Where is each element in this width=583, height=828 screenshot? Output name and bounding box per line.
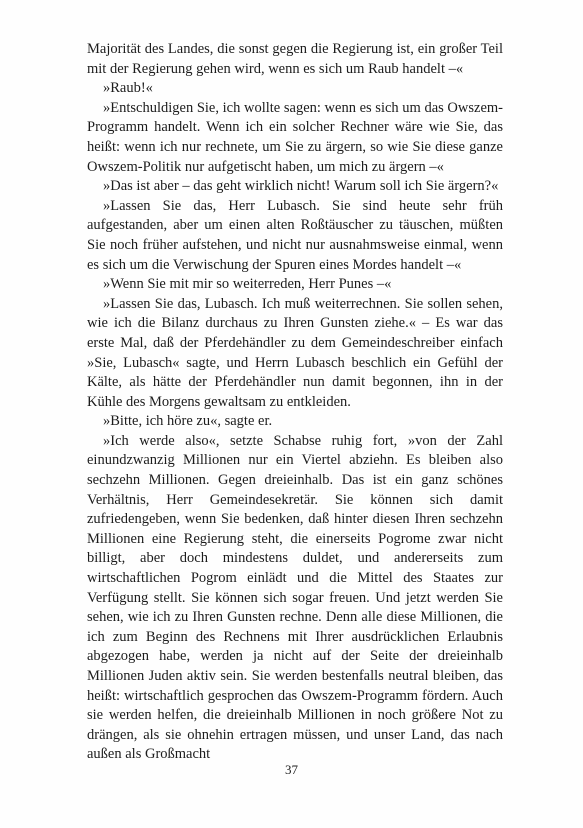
paragraph: »Wenn Sie mit mir so weiterreden, Herr Punes –« xyxy=(103,276,392,293)
paragraph: »Das ist aber – das geht wirklich nicht! Warum soll ich Sie ärgern?« xyxy=(103,178,499,195)
paragraph: »Raub!« xyxy=(103,80,153,97)
body-text xyxy=(87,40,503,765)
paragraph: »Lassen Sie das, Herr Lubasch. Sie sind heute sehr früh aufgestanden, aber um einen alten Roßtäuscher zu täuschen, müßten Sie noch früher aufstehen, und nicht nur ausnahmsweise einmal, wenn es sich um die Verwischung der Spuren eines Mordes handelt –« xyxy=(87,197,503,273)
paragraph-continued: Majorität des Landes, die sonst gegen die Regierung ist, ein großer Teil mit der Regierung gehen wird, wenn es sich um Raub handelt –« xyxy=(87,41,503,77)
page-number: 37 xyxy=(285,762,298,777)
paragraph: »Entschuldigen Sie, ich wollte sagen: wenn es sich um das Owszem-Programm handelt. Wenn ich ein solcher Rechner wäre wie Sie, das heißt: wenn ich nur rechnete, um Sie zu ärgern, so wie Sie diese ganze Owszem-Politik nur aufgetischt haben, um mich zu ärgern –« xyxy=(87,99,503,175)
paragraph: »Ich werde also«, setzte Schabse ruhig fort, »von der Zahl einundzwanzig Millionen nur ein Viertel abziehn. Es bleiben also sechzehn Millionen. Gegen dreieinhalb. Das ist ein ganz schönes Verhältnis, Herr Gemeindesekretär. Sie können sich damit zufriedengeben, wenn Sie bedenken, daß hinter diesen Ihren sechzehn Millionen eine Regierung steht, die einerseits Pogrome zwar nicht billigt, aber doch mindestens duldet, und andererseits zum wirtschaftlichen Pogrom einlädt und die Mittel des Staates zur Verfügung stellt. Sie können sich sogar freuen. Und jetzt werden Sie sehen, wie ich zu Ihren Gunsten rechne. Denn alle diese Millionen, die ich zum Beginn des Rechnens mit Ihrer ausdrücklichen Erlaubnis abgezogen habe, werden ja nicht auf der Seite der dreieinhalb Millionen Juden aktiv sein. Sie werden bestenfalls neutral bleiben, das heißt: wirtschaftlich gesprochen das Owszem-Programm fördern. Auch sie werden helfen, die dreieinhalb Millionen in noch größere Not zu drängen, als sie ohnehin ertragen müssen, und unser Land, das nach außen als Großmacht xyxy=(87,432,503,763)
paragraph: »Lassen Sie das, Lubasch. Ich muß weiterrechnen. Sie sollen sehen, wie ich die Bilanz durchaus zu Ihren Gunsten ziehe.« – Es war das erste Mal, daß der Pferdehändler zu dem Gemeindeschreiber einfach »Sie, Lubasch« sagte, und Herrn Lubasch beschlich ein Gefühl der Kälte, als hätte der Pferdehändler nun damit begonnen, ihn in der Kühle des Morgens gewaltsam zu entkleiden. xyxy=(87,295,503,410)
paragraph: »Bitte, ich höre zu«, sagte er. xyxy=(103,413,273,430)
